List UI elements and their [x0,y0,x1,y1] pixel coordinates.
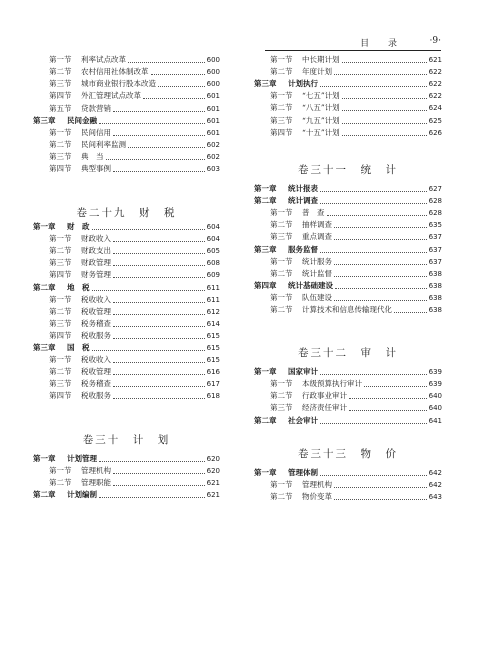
dot-leader [99,460,205,462]
entry-page-number: 617 [206,380,220,389]
entry-page-number: 601 [206,128,220,137]
entry-number: 第二节 [270,268,293,278]
entry-page-number: 618 [206,392,220,401]
entry-title: 地 税 [67,282,90,292]
header-rule [265,50,441,51]
entry-page-number: 640 [428,404,442,413]
entry-page-number: 615 [206,331,220,340]
toc-section-entry[interactable] [254,268,442,280]
entry-title: 队伍建设 [302,292,332,302]
dot-leader [320,373,427,375]
entry-number: 第四节 [49,391,72,401]
entry-number: 第四节 [49,270,72,280]
entry-title: 城市商业银行股本改造 [81,79,156,89]
dot-leader [113,240,205,242]
entry-number: 第三节 [49,79,72,89]
entry-number: 第一节 [49,55,72,64]
entry-number: 第二节 [49,140,72,150]
entry-page-number: 620 [206,467,220,475]
entry-title: 财政收入 [81,234,111,244]
entry-number: 第一章 [33,222,56,231]
entry-title: “八五”计划 [302,103,340,113]
entry-title: 税收管理 [81,367,111,377]
entry-number: 第二节 [270,103,293,113]
toc-section-entry[interactable] [33,139,220,151]
dot-leader [113,484,205,486]
dot-leader [92,228,205,230]
entry-number: 第一节 [270,55,293,64]
entry-title: 管理体制 [288,468,318,477]
toc-chapter-entry[interactable] [33,489,220,501]
entry-page-number: 635 [428,221,442,230]
toc-section-entry[interactable] [33,54,220,66]
dot-leader [106,158,205,160]
header-page-number: ·9· [429,36,441,46]
dot-leader [113,361,205,363]
entry-page-number: 602 [206,141,220,150]
dot-leader [364,385,427,387]
dot-leader [334,263,427,265]
entry-number: 第二节 [270,67,293,77]
entry-title: “九五”计划 [302,115,340,125]
entry-title: 民间信用 [81,127,111,137]
entry-page-number: 604 [206,235,220,244]
toc-section-entry[interactable] [33,66,220,78]
entry-number: 第一节 [49,234,72,244]
entry-title: 统计调查 [288,196,318,206]
entry-number: 第一章 [33,454,56,463]
entry-number: 第二节 [49,306,72,316]
toc-section-entry[interactable] [33,103,220,115]
toc-section-entry[interactable] [33,366,220,378]
dot-leader [320,422,427,424]
dot-leader [113,276,205,278]
entry-page-number: 611 [206,295,220,304]
entry-page-number: 609 [206,271,220,280]
entry-page-number: 642 [428,481,442,489]
entry-title: 外汇管理试点改革 [81,91,141,101]
toc-section-entry[interactable] [33,269,220,281]
toc-section-entry[interactable] [254,102,442,114]
entry-page-number: 621 [428,56,442,64]
entry-number: 第一节 [270,256,293,266]
dot-leader [342,109,427,111]
entry-title: 管理职能 [81,478,111,487]
header-title: 目 录 [360,39,405,49]
dot-leader [394,311,427,313]
entry-title: 国家审计 [288,367,318,376]
dot-leader [113,325,205,327]
entry-page-number: 604 [206,223,220,231]
volume-heading: 卷二十九 财 税 [76,207,177,219]
entry-page-number: 601 [206,104,220,113]
entry-page-number: 625 [428,116,442,125]
entry-page-number: 624 [428,104,442,113]
entry-number: 第二节 [49,246,72,256]
volume-heading: 卷三十二 审 计 [298,347,398,359]
dot-leader [92,349,205,351]
entry-title: 税务稽查 [81,318,111,328]
entry-number: 第一章 [254,184,277,193]
entry-page-number: 638 [428,293,442,302]
entry-page-number: 621 [206,479,220,487]
toc-section-entry[interactable] [33,163,220,175]
entry-title: 财政支出 [81,246,111,256]
entry-page-number: 641 [428,416,442,425]
entry-title: 普 查 [302,208,325,218]
dot-leader [320,190,427,192]
toc-section-entry[interactable] [254,479,442,491]
dot-leader [335,287,427,289]
entry-title: 年度计划 [302,67,332,77]
toc-section-entry[interactable] [33,378,220,390]
entry-title: 计算技术和信息传输现代化 [302,305,392,314]
entry-title: 国 税 [67,343,90,352]
entry-title: 计划管理 [67,454,97,463]
toc-chapter-entry[interactable] [254,415,442,427]
dot-leader [334,73,427,75]
entry-title: 税收服务 [81,391,111,401]
dot-leader [128,61,205,63]
entry-page-number: 627 [428,185,442,193]
entry-title: 服务监督 [288,244,318,254]
dot-leader [99,122,205,124]
entry-page-number: 611 [206,283,220,292]
entry-number: 第一节 [270,292,293,302]
entry-page-number: 615 [206,344,220,352]
toc-section-entry[interactable] [33,78,220,90]
entry-page-number: 638 [428,269,442,278]
toc-chapter-entry[interactable] [254,467,442,479]
entry-number: 第二章 [254,196,277,206]
toc-section-entry[interactable] [33,151,220,163]
entry-page-number: 622 [428,80,442,89]
toc-section-entry[interactable] [254,378,442,390]
entry-page-number: 622 [428,68,442,77]
toc-section-entry[interactable] [254,219,442,231]
entry-page-number: 622 [428,92,442,101]
entry-number: 第一章 [254,468,277,477]
entry-number: 第一节 [270,208,293,218]
entry-title: 本级预算执行审计 [302,379,362,389]
toc-section-entry[interactable] [254,115,442,127]
toc-section-entry[interactable] [254,256,442,268]
running-header [265,36,441,50]
dot-leader [113,385,205,387]
entry-number: 第一节 [49,294,72,304]
entry-page-number: 643 [428,493,442,501]
volume-heading: 卷三十三 物 价 [298,448,398,460]
entry-page-number: 608 [206,259,220,268]
dot-leader [334,226,427,228]
entry-title: 管理机构 [81,466,111,475]
entry-title: 抽样调查 [302,220,332,230]
entry-title: “十五”计划 [302,127,340,137]
entry-number: 第四节 [49,91,72,101]
toc-section-entry[interactable] [33,477,220,489]
entry-title: 社会审计 [288,415,318,425]
entry-title: 统计监督 [302,268,332,278]
toc-chapter-entry[interactable] [33,453,220,465]
entry-title: 民间利率监测 [81,140,126,150]
entry-number: 第三节 [270,232,293,242]
dot-leader [143,97,205,99]
entry-title: 统计基础建设 [288,280,333,290]
toc-section-entry[interactable] [254,402,442,414]
entry-title: 统计报表 [288,184,318,193]
entry-title: 典型事例 [81,164,111,174]
entry-title: 农村信用社体制改革 [81,67,149,77]
toc-section-entry[interactable] [254,54,442,66]
dot-leader [113,313,205,315]
toc-section-entry[interactable] [33,245,220,257]
dot-leader [334,486,427,488]
dot-leader [113,264,205,266]
toc-section-entry[interactable] [33,465,220,477]
toc-chapter-entry[interactable] [33,221,220,233]
volume-heading: 卷三十一 统 计 [298,164,398,176]
toc-section-entry[interactable] [33,354,220,366]
toc-section-entry[interactable] [33,318,220,330]
toc-section-entry[interactable] [254,127,442,139]
toc-section-entry[interactable] [33,294,220,306]
entry-number: 第三章 [33,343,56,352]
entry-title: 税收收入 [81,294,111,304]
entry-page-number: 612 [206,307,220,316]
toc-chapter-entry[interactable] [254,244,442,256]
toc-chapter-entry[interactable] [254,280,442,292]
entry-page-number: 614 [206,319,220,328]
toc-chapter-entry[interactable] [33,342,220,354]
entry-number: 第二节 [270,305,293,314]
entry-title: 管理机构 [302,480,332,489]
entry-title: 重点调查 [302,232,332,242]
toc-chapter-entry[interactable] [254,195,442,207]
dot-leader [327,214,427,216]
entry-title: 财政管理 [81,258,111,268]
toc-section-entry[interactable] [254,491,442,503]
entry-page-number: 615 [206,356,220,365]
dot-leader [334,275,427,277]
entry-page-number: 603 [206,165,220,174]
entry-title: 计划编制 [67,490,97,499]
entry-number: 第二节 [49,367,72,377]
entry-number: 第三章 [254,79,277,89]
entry-page-number: 605 [206,247,220,256]
entry-title: 民间金融 [67,115,97,125]
entry-page-number: 620 [206,455,220,463]
entry-page-number: 638 [428,281,442,290]
entry-number: 第一节 [270,91,293,101]
dot-leader [113,134,205,136]
entry-title: 物价变革 [302,492,332,501]
entry-title: 财务管理 [81,270,111,280]
dot-leader [349,397,427,399]
entry-number: 第四节 [49,164,72,174]
dot-leader [342,97,427,99]
entry-title: 行政事业审计 [302,391,347,401]
entry-number: 第二章 [33,282,56,292]
dot-leader [113,472,205,474]
toc-section-entry[interactable] [254,207,442,219]
entry-page-number: 602 [206,153,220,162]
volume-heading: 卷三十 计 划 [82,434,171,446]
entry-page-number: 628 [428,197,442,206]
entry-page-number: 600 [206,80,220,89]
entry-number: 第三章 [33,115,56,125]
toc-section-entry[interactable] [33,90,220,102]
entry-number: 第三节 [49,258,72,268]
entry-page-number: 642 [428,469,442,477]
dot-leader [113,301,205,303]
dot-leader [334,299,427,301]
entry-page-number: 621 [206,491,220,499]
entry-number: 第三节 [49,318,72,328]
toc-section-entry[interactable] [254,304,442,316]
toc-section-entry[interactable] [254,231,442,243]
entry-page-number: 639 [428,380,442,389]
entry-number: 第一节 [49,355,72,365]
entry-number: 第一节 [270,480,293,489]
dot-leader [334,238,427,240]
entry-title: 计划执行 [288,79,318,89]
toc-section-entry[interactable] [33,257,220,269]
toc-section-entry[interactable] [254,292,442,304]
dot-leader [334,498,427,500]
entry-page-number: 637 [428,233,442,242]
toc-section-entry[interactable] [33,306,220,318]
dot-leader [128,146,205,148]
dot-leader [320,474,427,476]
entry-number: 第二节 [49,478,72,487]
dot-leader [349,409,427,411]
entry-number: 第二节 [270,220,293,230]
toc-section-entry[interactable] [254,390,442,402]
dot-leader [99,496,205,498]
entry-page-number: 637 [428,245,442,254]
toc-section-entry[interactable] [33,233,220,245]
dot-leader [151,73,205,75]
toc-chapter-entry[interactable] [254,366,442,378]
entry-title: 中长期计划 [302,55,340,64]
entry-number: 第四节 [49,330,72,340]
dot-leader [342,134,427,136]
dot-leader [92,289,205,291]
entry-page-number: 600 [206,56,220,64]
dot-leader [342,61,427,63]
entry-number: 第三节 [49,152,72,162]
entry-title: “七五”计划 [302,91,340,101]
toc-chapter-entry[interactable] [33,282,220,294]
entry-number: 第二节 [49,67,72,77]
entry-page-number: 601 [206,116,220,125]
entry-number: 第四章 [254,280,277,290]
entry-number: 第一节 [270,379,293,389]
toc-section-entry[interactable] [254,66,442,78]
entry-page-number: 600 [206,68,220,77]
dot-leader [113,110,205,112]
entry-page-number: 638 [428,306,442,314]
toc-section-entry[interactable] [33,127,220,139]
entry-number: 第三章 [254,244,277,254]
entry-title: 经济责任审计 [302,403,347,413]
entry-page-number: 601 [206,92,220,101]
toc-section-entry[interactable] [33,330,220,342]
entry-number: 第四节 [270,127,293,137]
entry-title: 税收服务 [81,330,111,340]
toc-chapter-entry[interactable] [254,78,442,90]
entry-number: 第一节 [49,127,72,137]
entry-title: 贷款营销 [81,103,111,113]
entry-number: 第二节 [270,492,293,501]
entry-page-number: 626 [428,128,442,137]
entry-page-number: 637 [428,257,442,266]
dot-leader [113,170,205,172]
entry-number: 第三节 [270,115,293,125]
entry-number: 第三节 [270,403,293,413]
entry-number: 第二节 [270,391,293,401]
dot-leader [113,373,205,375]
entry-page-number: 639 [428,368,442,376]
toc-chapter-entry[interactable] [33,115,220,127]
entry-page-number: 628 [428,209,442,218]
dot-leader [320,85,427,87]
entry-title: 利率试点改革 [81,55,126,64]
dot-leader [158,85,205,87]
toc-chapter-entry[interactable] [254,183,442,195]
dot-leader [113,397,205,399]
entry-page-number: 640 [428,392,442,401]
entry-number: 第一节 [49,466,72,475]
dot-leader [342,122,427,124]
entry-page-number: 616 [206,368,220,377]
entry-title: 税务稽查 [81,379,111,389]
entry-title: 统计服务 [302,256,332,266]
dot-leader [320,202,427,204]
entry-title: 财 政 [67,222,90,231]
toc-section-entry[interactable] [33,390,220,402]
entry-title: 税收管理 [81,306,111,316]
entry-number: 第二章 [254,415,277,425]
dot-leader [113,337,205,339]
entry-number: 第二章 [33,490,56,499]
dot-leader [113,252,205,254]
entry-title: 税收收入 [81,355,111,365]
entry-number: 第三节 [49,379,72,389]
toc-section-entry[interactable] [254,90,442,102]
entry-number: 第一章 [254,367,277,376]
entry-title: 典 当 [81,152,104,162]
dot-leader [320,251,427,253]
entry-number: 第五节 [49,103,72,113]
